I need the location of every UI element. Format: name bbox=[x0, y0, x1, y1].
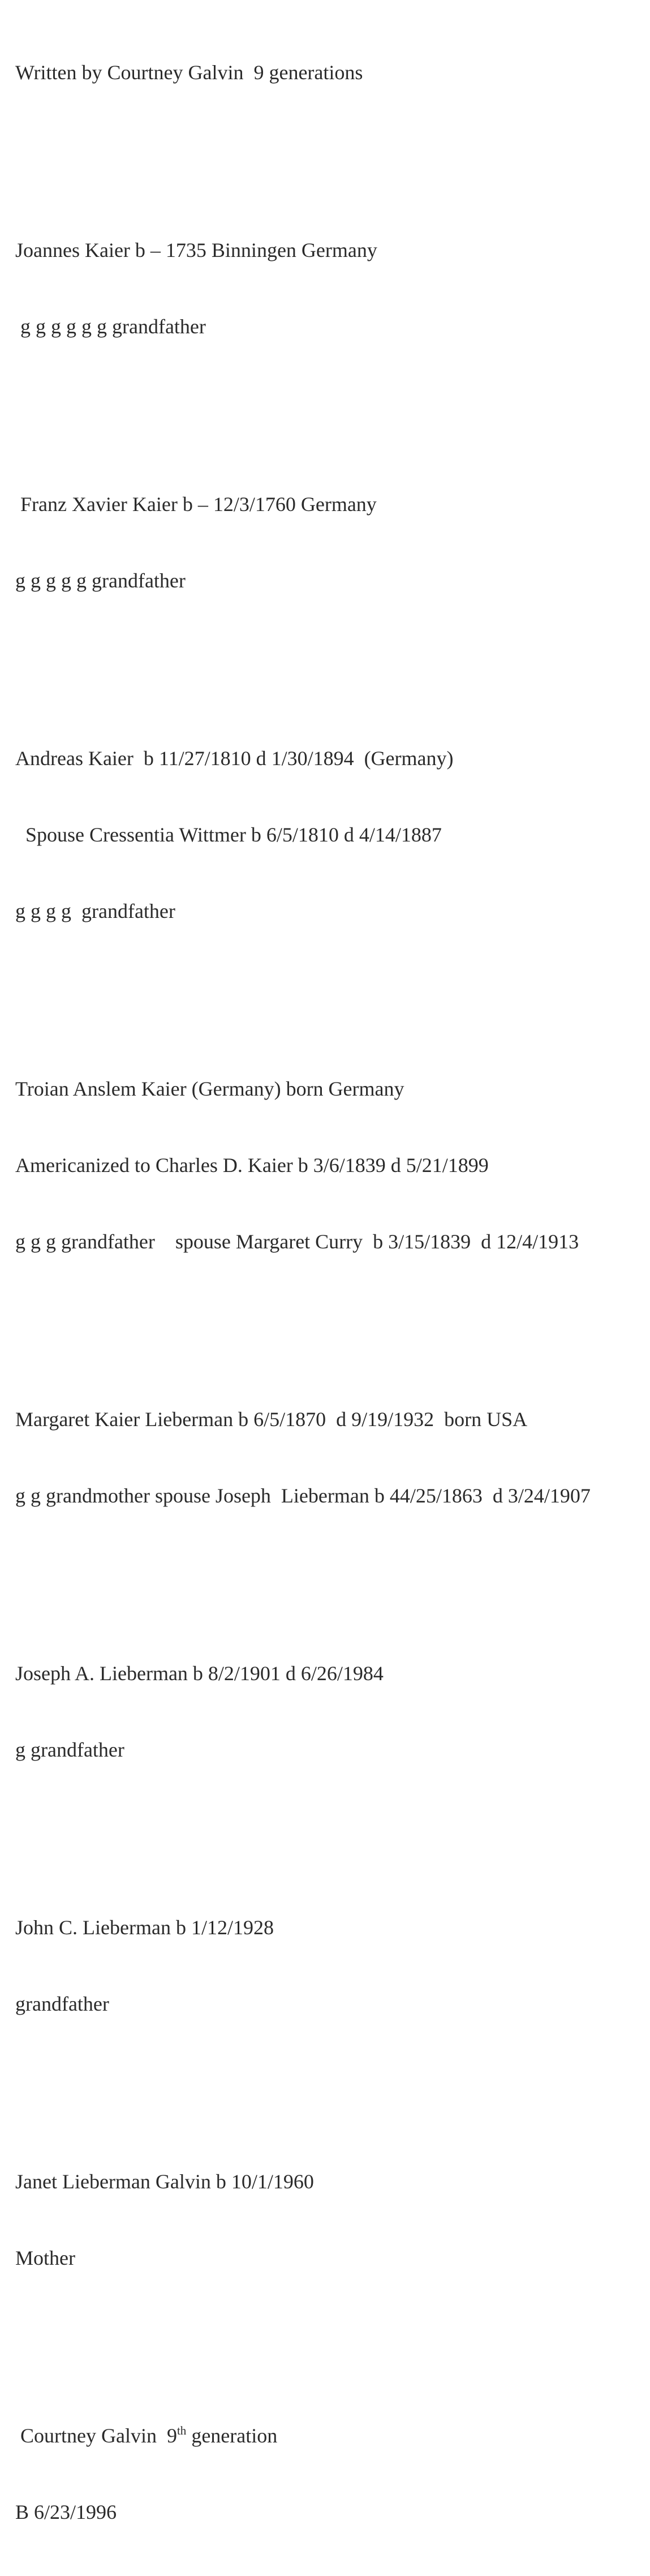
genealogy-text bbox=[15, 9, 646, 2576]
document-heading: Written by Courtney Galvin 9 generations bbox=[15, 61, 363, 84]
entry-6-relation: g grandfather bbox=[15, 1738, 124, 1761]
entry-5-name: Margaret Kaier Lieberman b 6/5/1870 d 9/19/1932 born USA bbox=[15, 1408, 528, 1431]
entry-8-relation: Mother bbox=[15, 2247, 75, 2269]
entry-5-relation: g g grandmother spouse Joseph Lieberman b 44/25/1863 d 3/24/1907 bbox=[15, 1484, 591, 1507]
final-birth-line: B 6/23/1996 bbox=[15, 2501, 117, 2523]
entry-2-relation: g g g g g grandfather bbox=[15, 569, 186, 592]
spacer bbox=[15, 2322, 646, 2347]
spacer bbox=[15, 1560, 646, 1585]
spacer bbox=[15, 645, 646, 669]
entry-3-spouse: Spouse Cressentia Wittmer b 6/5/1810 d 4/14/1887 bbox=[15, 823, 442, 846]
spacer bbox=[15, 136, 646, 161]
entry-2-name: Franz Xavier Kaier b – 12/3/1760 Germany bbox=[15, 493, 377, 516]
final-name-line bbox=[15, 2423, 646, 2449]
entry-3-relation: g g g g grandfather bbox=[15, 900, 175, 922]
final-name-suffix: generation bbox=[186, 2424, 278, 2447]
entry-4-relation: g g g grandfather spouse Margaret Curry b 3/15/1839 d 12/4/1913 bbox=[15, 1230, 579, 1253]
spacer bbox=[15, 1306, 646, 1330]
entry-4-americanized: Americanized to Charles D. Kaier b 3/6/1839 d 5/21/1899 bbox=[15, 1154, 489, 1177]
spacer bbox=[15, 1814, 646, 1839]
entry-4-name: Troian Anslem Kaier (Germany) born Germany bbox=[15, 1077, 404, 1100]
entry-7-name: John C. Lieberman b 1/12/1928 bbox=[15, 1916, 274, 1939]
entry-8-name: Janet Lieberman Galvin b 10/1/1960 bbox=[15, 2170, 314, 2193]
entry-3-name: Andreas Kaier b 11/27/1810 d 1/30/1894 (Germany) bbox=[15, 747, 454, 770]
spacer bbox=[15, 390, 646, 415]
spacer bbox=[15, 2068, 646, 2093]
entry-1-name: Joannes Kaier b – 1735 Binningen Germany bbox=[15, 239, 377, 261]
ordinal-superscript: th bbox=[177, 2424, 187, 2437]
entry-1-relation: g g g g g g grandfather bbox=[15, 315, 206, 338]
spacer bbox=[15, 975, 646, 1000]
entry-6-name: Joseph A. Lieberman b 8/2/1901 d 6/26/1984 bbox=[15, 1662, 384, 1685]
final-name-prefix: Courtney Galvin 9 bbox=[15, 2424, 177, 2447]
entry-7-relation: grandfather bbox=[15, 1993, 109, 2015]
